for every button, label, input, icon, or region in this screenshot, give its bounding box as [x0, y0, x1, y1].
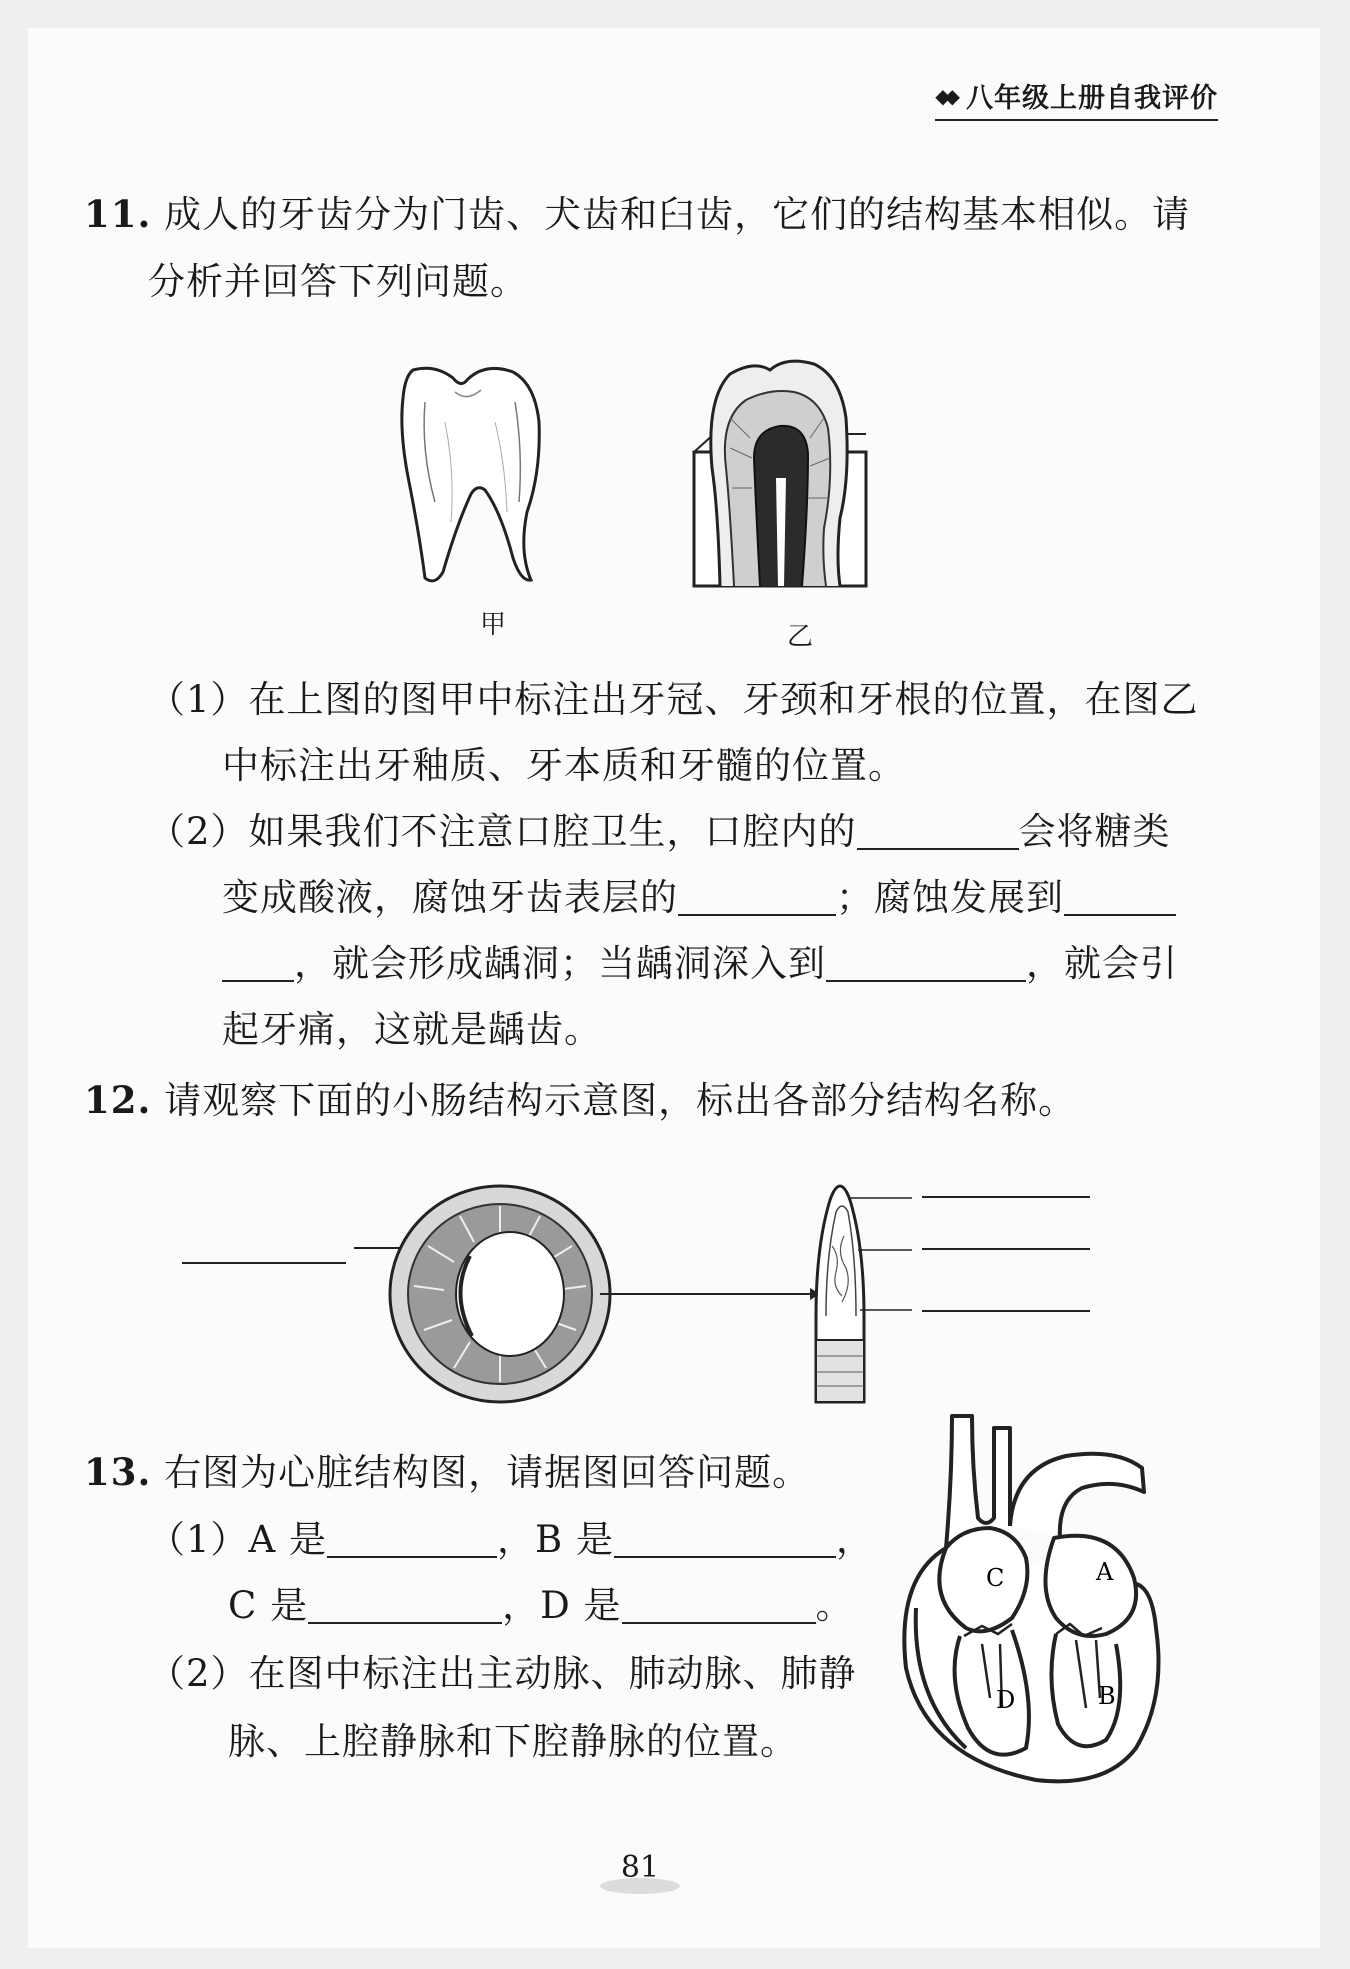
q11-p1-line2: 中标注出牙釉质、牙本质和牙髓的位置。: [222, 744, 906, 787]
label-blank[interactable]: [182, 1262, 346, 1264]
caption-jia: 甲: [480, 610, 507, 640]
answer-blank[interactable]: [622, 1586, 816, 1624]
small-intestine-figure: [350, 1176, 820, 1406]
answer-blank[interactable]: [826, 944, 1026, 982]
q13-p2-line1: （2）在图中标注出主动脉、肺动脉、肺静: [148, 1652, 857, 1695]
answer-blank[interactable]: [614, 1520, 836, 1558]
page-header: [935, 76, 1218, 121]
diamonds-icon: ◆◆: [935, 83, 954, 108]
q12-text: 请观察下面的小肠结构示意图，标出各部分结构名称。: [164, 1079, 1077, 1122]
q11-line2: 分析并回答下列问题。: [148, 260, 528, 303]
q13-text: 右图为心脏结构图，请据图回答问题。: [164, 1451, 811, 1494]
q11-line1: [84, 180, 1190, 249]
tooth-section-figure: [690, 358, 870, 590]
q11-p2-line2: 变成酸液，腐蚀牙齿表层的 ；腐蚀发展到: [222, 864, 1176, 932]
label-blank[interactable]: [922, 1248, 1090, 1250]
answer-blank[interactable]: [308, 1586, 502, 1624]
q13-p1-line1: （1）A 是 ，B 是 ，: [148, 1518, 874, 1561]
q13-number: 13.: [84, 1450, 152, 1494]
header-title: 八年级上册自我评价: [966, 83, 1218, 114]
q13-p1-line2: C 是 ，D 是 。: [228, 1584, 854, 1627]
heart-label-c: C: [986, 1564, 1005, 1592]
q11-p1-line1: （1）在上图的图甲中标注出牙冠、牙颈和牙根的位置，在图乙: [148, 678, 1199, 721]
q13-p2-line2: 脉、上腔静脉和下腔静脉的位置。: [228, 1720, 798, 1763]
q11-p2-line1: （2）如果我们不注意口腔卫生，口腔内的 会将糖类: [148, 810, 1171, 853]
tooth-external-figure: [395, 362, 555, 590]
q11-number: 11.: [84, 192, 152, 236]
answer-blank[interactable]: [1064, 878, 1176, 916]
q12-number: 12.: [84, 1078, 152, 1122]
caption-yi: 乙: [787, 622, 814, 652]
heart-figure: [886, 1408, 1186, 1788]
label-blank[interactable]: [922, 1310, 1090, 1312]
q13-line: [84, 1438, 810, 1507]
label-blank[interactable]: [922, 1196, 1090, 1198]
q11-p2-line4: 起牙痛，这就是龋齿。: [222, 1008, 602, 1051]
heart-label-a: A: [1096, 1558, 1114, 1586]
villus-figure: [808, 1176, 918, 1404]
heart-label-b: B: [1098, 1682, 1116, 1710]
answer-blank[interactable]: [327, 1520, 497, 1558]
answer-blank[interactable]: [222, 944, 294, 982]
q11-text-1: 成人的牙齿分为门齿、犬齿和臼齿，它们的结构基本相似。请: [164, 193, 1191, 236]
answer-blank[interactable]: [857, 812, 1019, 850]
q12-line: [84, 1066, 1076, 1135]
answer-blank[interactable]: [678, 878, 836, 916]
heart-label-d: D: [996, 1686, 1016, 1714]
q11-p2-line3: ，就会形成龋洞；当龋洞深入到 ，就会引: [222, 930, 1178, 998]
page-number: 81: [620, 1850, 660, 1885]
